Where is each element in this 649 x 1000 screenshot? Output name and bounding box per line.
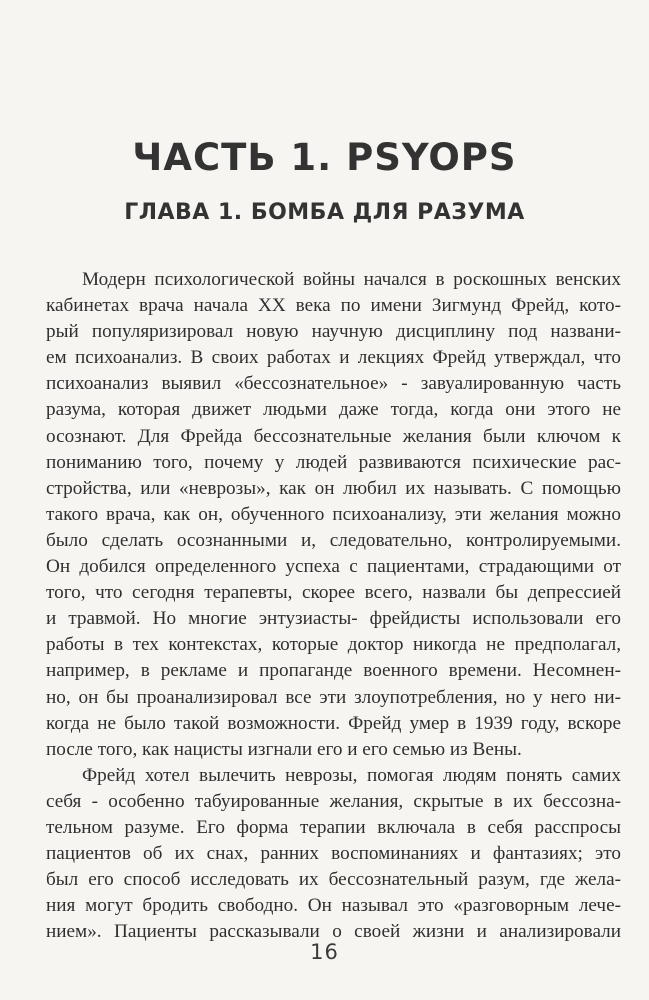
paragraph-1: [46, 267, 621, 763]
chapter-title: ГЛАВА 1. БОМБА ДЛЯ РАЗУМА: [124, 200, 525, 225]
part-title: ЧАСТЬ 1. PSYOPS: [132, 136, 517, 179]
text-line: Он добился определенного успеха с пациентами, страдающими от: [46, 556, 621, 578]
text-line: стройства, или «неврозы», как он любил их называть. С помощью: [46, 477, 621, 499]
text-line: ем психоанализ. В своих работах и лекциях Фрейд утверждал, что: [46, 347, 621, 369]
text-line: разума, которая движет людьми даже тогда, когда они этого не: [46, 399, 621, 421]
text-line: ния могут бродить свободно. Он называл это «разговорным лече-: [46, 895, 621, 917]
text-line: себя - особенно табуированные желания, скрытые в их бессозна-: [46, 790, 621, 812]
text-line: и травмой. Но многие энтузиасты- фрейдисты использовали его: [46, 608, 621, 630]
body-text: [46, 267, 621, 945]
text-line: был его способ исследовать их бессознательный разум, где жела-: [46, 869, 621, 891]
text-line: когда не было такой возможности. Фрейд умер в 1939 году, вскоре: [46, 712, 621, 734]
text-line: осознают. Для Фрейда бессознательные желания были ключом к: [46, 425, 621, 447]
text-line: Фрейд хотел вылечить неврозы, помогая людям понять самих: [82, 764, 621, 786]
text-line: работы в тех контекстах, которые доктор никогда не предполагал,: [46, 634, 621, 656]
text-line: нием». Пациенты рассказывали о своей жизни и анализировали: [46, 921, 621, 943]
page-number: 16: [310, 940, 339, 964]
text-line: но, он бы проанализировал все эти злоупотребления, но у него ни-: [46, 686, 621, 708]
text-line: после того, как нацисты изгнали его и его семью из Вены.: [46, 738, 522, 760]
text-line: например, в рекламе и пропаганде военного времени. Несомнен-: [46, 660, 621, 682]
text-line: пациентов об их снах, ранних воспоминаниях и фантазиях; это: [46, 843, 621, 865]
text-line: такого врача, как он, обученного психоанализу, эти желания можно: [46, 503, 621, 525]
text-line: кабинетах врача начала XX века по имени Зигмунд Фрейд, кото-: [46, 295, 621, 317]
paragraph-2: [46, 763, 621, 946]
text-line: того, что сегодня терапевты, скорее всего, назвали бы депрессией: [46, 582, 621, 604]
text-line: пониманию того, почему у людей развиваются психические рас-: [46, 451, 621, 473]
text-line: психоанализ выявил «бессознательное» - завуалированную часть: [46, 373, 621, 395]
text-line: рый популяризировал новую научную дисциплину под названи-: [46, 321, 621, 343]
text-line: тельном разуме. Его форма терапии включала в себя расспросы: [46, 816, 621, 838]
text-line: Модерн психологической войны начался в роскошных венских: [82, 269, 621, 290]
text-line: было сделать осознанными и, следовательно, контролируемыми.: [46, 529, 621, 551]
